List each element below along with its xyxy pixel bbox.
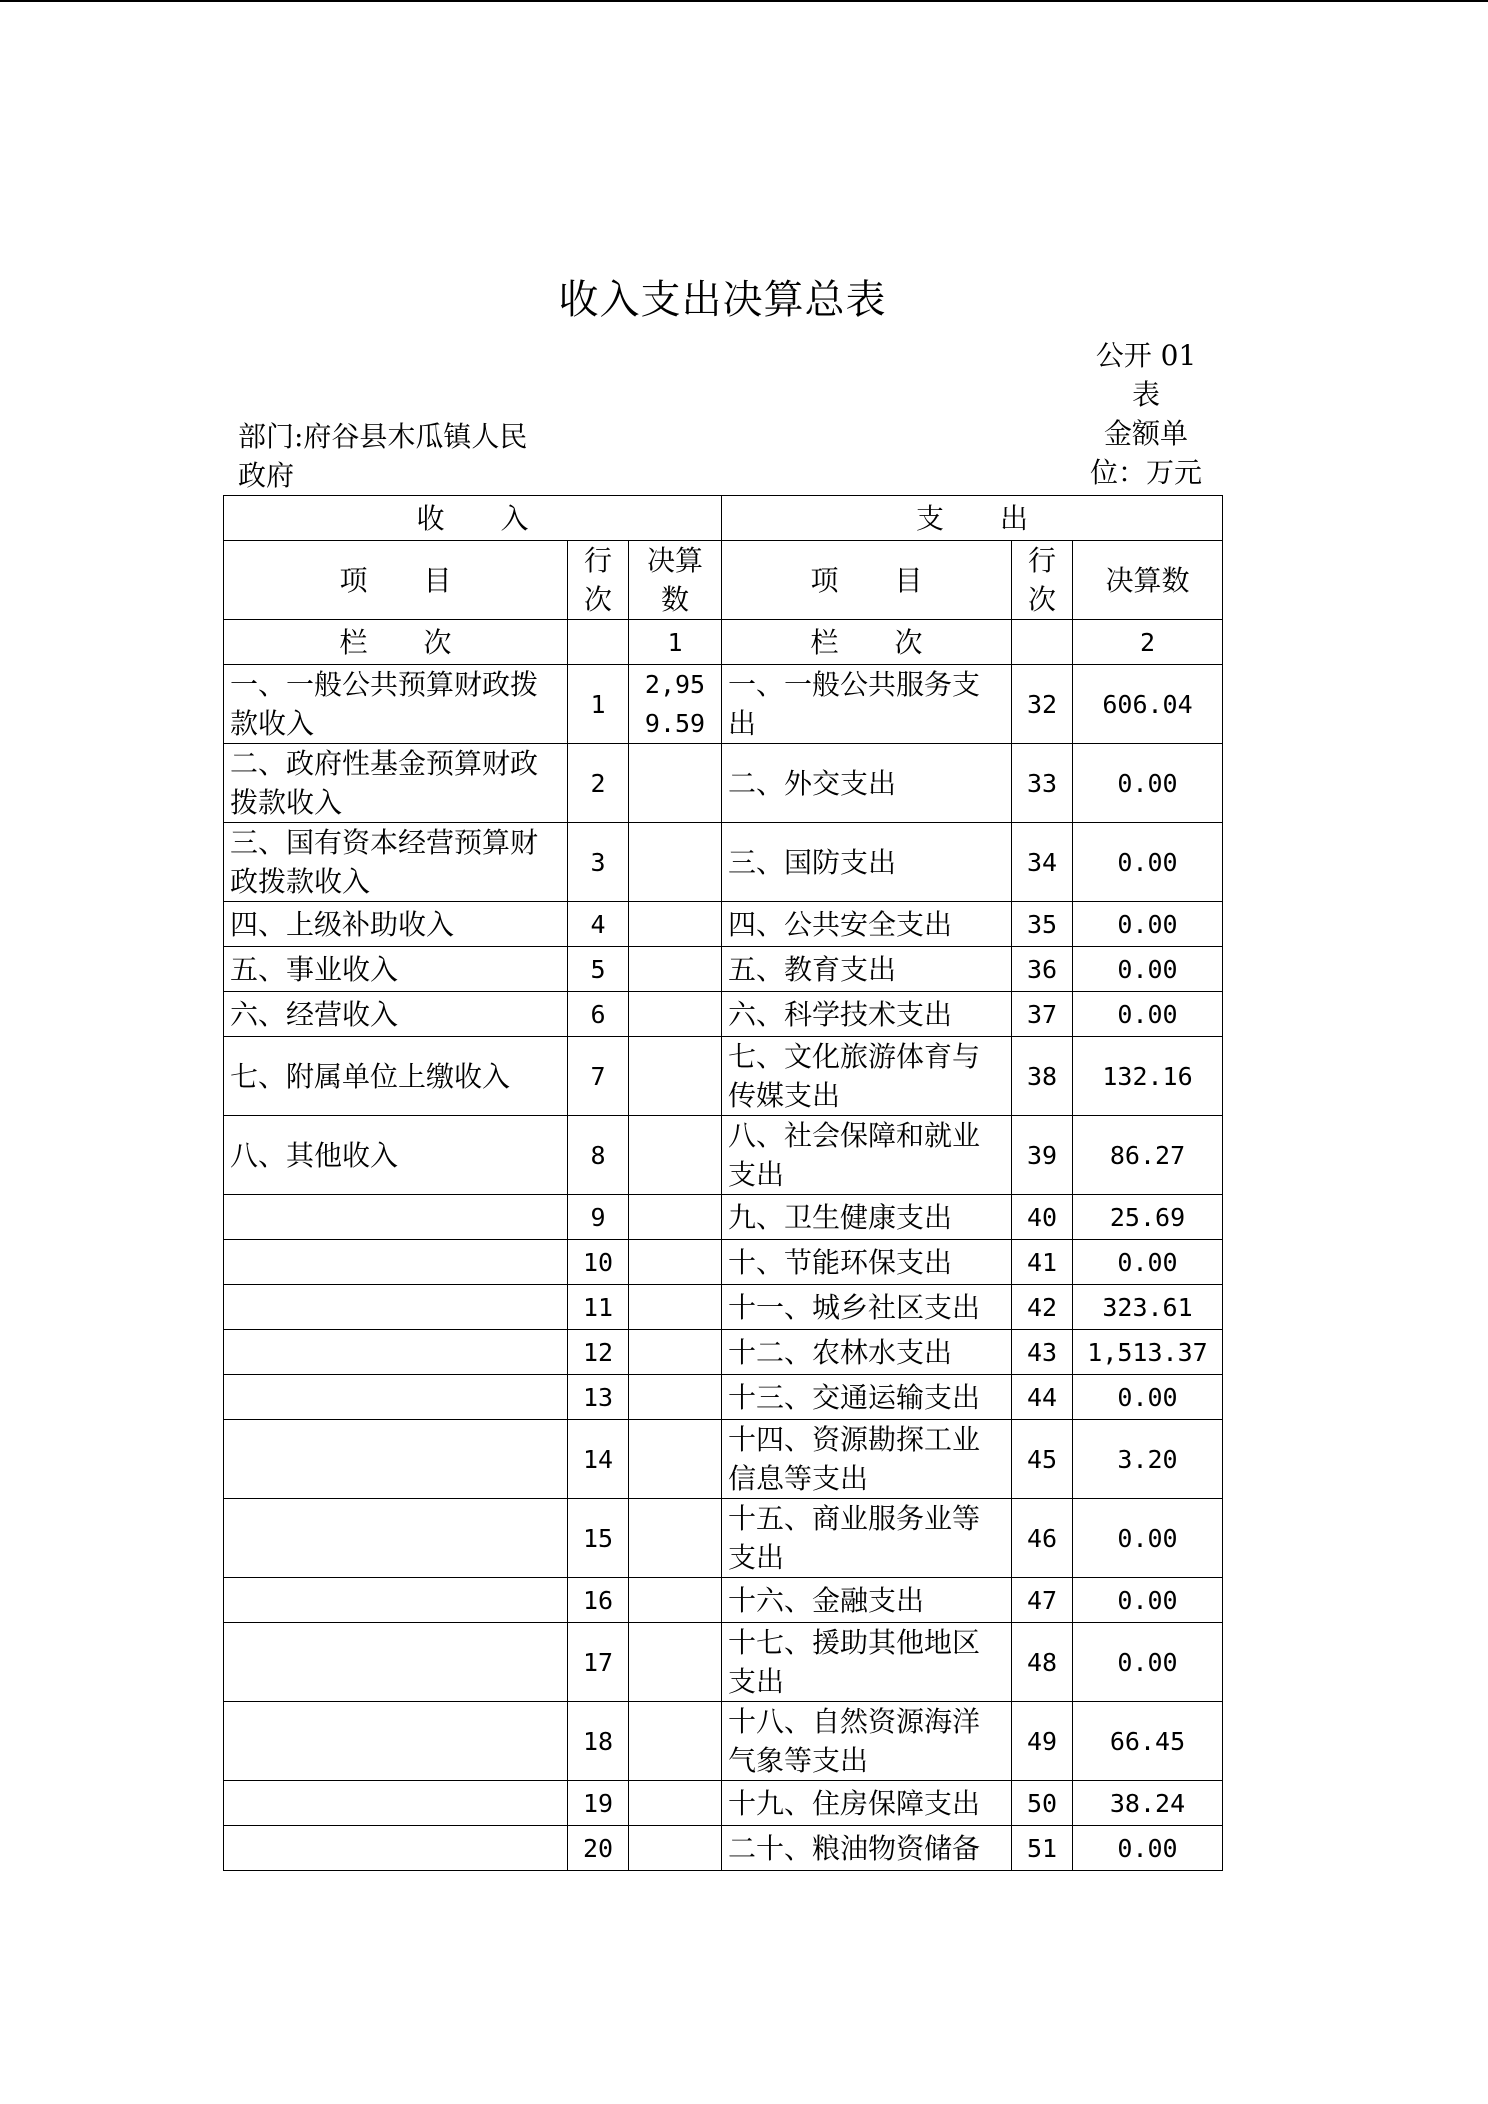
- expense-header: 支 出: [722, 496, 1223, 541]
- expense-amount: 38.24: [1073, 1781, 1223, 1826]
- expense-amount: 132.16: [1073, 1037, 1223, 1116]
- expense-row-no: 42: [1012, 1285, 1073, 1330]
- expense-amount: 86.27: [1073, 1116, 1223, 1195]
- table-row: [224, 823, 1223, 902]
- expense-row-no: 35: [1012, 902, 1073, 947]
- expense-row-no: 48: [1012, 1623, 1073, 1702]
- expense-item: 十一、城乡社区支出: [722, 1285, 1012, 1330]
- column-index-row: [224, 620, 1223, 665]
- income-amount: [629, 947, 722, 992]
- table-row: [224, 902, 1223, 947]
- form-number-line2: 表: [1131, 378, 1160, 411]
- table-row: [224, 1330, 1223, 1375]
- expense-row-no: 39: [1012, 1116, 1073, 1195]
- expense-row-no: 50: [1012, 1781, 1073, 1826]
- income-amount: [629, 1116, 722, 1195]
- unit-label-line1: 金额单: [1103, 417, 1188, 450]
- income-row-no: 15: [568, 1499, 629, 1578]
- income-index-number: 1: [629, 620, 722, 665]
- expense-row-no: 41: [1012, 1240, 1073, 1285]
- expense-row-no: 44: [1012, 1375, 1073, 1420]
- income-amount: [629, 1420, 722, 1499]
- income-item: [224, 1240, 568, 1285]
- expense-amount: 606.04: [1073, 665, 1223, 744]
- row-no-header-line2: 次: [583, 583, 612, 616]
- table-row: [224, 1702, 1223, 1781]
- expense-amount: 0.00: [1073, 744, 1223, 823]
- income-row-no: 19: [568, 1781, 629, 1826]
- table-row: [224, 1781, 1223, 1826]
- table-row: [224, 1578, 1223, 1623]
- expense-row-no: 45: [1012, 1420, 1073, 1499]
- income-amount: [629, 1623, 722, 1702]
- income-row-no: 10: [568, 1240, 629, 1285]
- expense-item: 六、科学技术支出: [722, 992, 1012, 1037]
- income-row-no: 2: [568, 744, 629, 823]
- expense-row-no: 40: [1012, 1195, 1073, 1240]
- income-amount-line2: 9.59: [644, 709, 706, 738]
- expense-amount: 3.20: [1073, 1420, 1223, 1499]
- income-amount: [629, 1285, 722, 1330]
- row-no-header-line1: 行: [1027, 544, 1056, 577]
- expense-amount: 0.00: [1073, 947, 1223, 992]
- expense-amount: 0.00: [1073, 1375, 1223, 1420]
- income-row-no: 1: [568, 665, 629, 744]
- expense-item: 八、社会保障和就业支出: [722, 1116, 1012, 1195]
- income-amount: [629, 1330, 722, 1375]
- income-item: [224, 1375, 568, 1420]
- expense-item: 五、教育支出: [722, 947, 1012, 992]
- expense-amount: 0.00: [1073, 992, 1223, 1037]
- income-amount: [629, 902, 722, 947]
- page-top-border: [0, 0, 1488, 2]
- income-row-no: 18: [568, 1702, 629, 1781]
- expense-row-no: 46: [1012, 1499, 1073, 1578]
- income-amount-header: [629, 541, 722, 620]
- income-amount: [629, 1037, 722, 1116]
- income-row-no: 6: [568, 992, 629, 1037]
- income-row-no: 17: [568, 1623, 629, 1702]
- expense-item: 十八、自然资源海洋气象等支出: [722, 1702, 1012, 1781]
- income-amount: [629, 823, 722, 902]
- table-row: [224, 1826, 1223, 1871]
- income-index-blank: [568, 620, 629, 665]
- department-label: [238, 417, 568, 495]
- income-item: [224, 1826, 568, 1871]
- expense-item: 十二、农林水支出: [722, 1330, 1012, 1375]
- expense-amount: 0.00: [1073, 1240, 1223, 1285]
- income-row-no: 16: [568, 1578, 629, 1623]
- table-row: [224, 665, 1223, 744]
- expense-amount: 323.61: [1073, 1285, 1223, 1330]
- table-row: [224, 947, 1223, 992]
- income-item: [224, 1420, 568, 1499]
- income-row-no: 9: [568, 1195, 629, 1240]
- expense-amount: 66.45: [1073, 1702, 1223, 1781]
- expense-amount: 0.00: [1073, 1623, 1223, 1702]
- expense-amount: 0.00: [1073, 823, 1223, 902]
- income-item-header: 项 目: [224, 541, 568, 620]
- income-item: 二、政府性基金预算财政拨款收入: [224, 744, 568, 823]
- income-row-no: 20: [568, 1826, 629, 1871]
- income-row-no: 14: [568, 1420, 629, 1499]
- expense-row-no: 49: [1012, 1702, 1073, 1781]
- income-item: [224, 1195, 568, 1240]
- expense-item: 九、卫生健康支出: [722, 1195, 1012, 1240]
- table-row: [224, 1420, 1223, 1499]
- income-row-no: 7: [568, 1037, 629, 1116]
- expense-row-no: 47: [1012, 1578, 1073, 1623]
- income-amount: [629, 744, 722, 823]
- amount-header-line1: 决算: [646, 544, 703, 577]
- expense-index-number: 2: [1073, 620, 1223, 665]
- income-amount: [629, 992, 722, 1037]
- income-item: 五、事业收入: [224, 947, 568, 992]
- expense-item: 十三、交通运输支出: [722, 1375, 1012, 1420]
- table-row: [224, 992, 1223, 1037]
- table-row: [224, 1375, 1223, 1420]
- department-line2: 政府: [238, 459, 295, 492]
- expense-row-no-header: [1012, 541, 1073, 620]
- income-item: [224, 1578, 568, 1623]
- income-row-no-header: [568, 541, 629, 620]
- expense-index-blank: [1012, 620, 1073, 665]
- income-item: 八、其他收入: [224, 1116, 568, 1195]
- expense-item: 十四、资源勘探工业信息等支出: [722, 1420, 1012, 1499]
- income-row-no: 4: [568, 902, 629, 947]
- table-row: [224, 1499, 1223, 1578]
- income-row-no: 11: [568, 1285, 629, 1330]
- expense-item-header: 项 目: [722, 541, 1012, 620]
- table-row: [224, 1240, 1223, 1285]
- row-no-header-line2: 次: [1027, 583, 1056, 616]
- amount-header-line2: 数: [660, 583, 689, 616]
- income-amount: [629, 1578, 722, 1623]
- expense-amount: 1,513.37: [1073, 1330, 1223, 1375]
- expense-amount: 0.00: [1073, 1826, 1223, 1871]
- income-item: [224, 1499, 568, 1578]
- income-amount: [629, 665, 722, 744]
- expense-row-no: 32: [1012, 665, 1073, 744]
- income-item: [224, 1330, 568, 1375]
- expense-item: 二、外交支出: [722, 744, 1012, 823]
- income-item: [224, 1285, 568, 1330]
- expense-row-no: 36: [1012, 947, 1073, 992]
- income-header: 收 入: [224, 496, 722, 541]
- form-meta: [1080, 336, 1212, 492]
- income-amount: [629, 1826, 722, 1871]
- expense-item: 十六、金融支出: [722, 1578, 1012, 1623]
- expense-index-label: 栏 次: [722, 620, 1012, 665]
- expense-row-no: 34: [1012, 823, 1073, 902]
- income-index-label: 栏 次: [224, 620, 568, 665]
- expense-item: 十七、援助其他地区支出: [722, 1623, 1012, 1702]
- income-item: [224, 1623, 568, 1702]
- expense-row-no: 38: [1012, 1037, 1073, 1116]
- table-row: [224, 744, 1223, 823]
- income-item: 七、附属单位上缴收入: [224, 1037, 568, 1116]
- income-expense-table: [223, 495, 1223, 1871]
- expense-amount: 0.00: [1073, 1499, 1223, 1578]
- income-amount: [629, 1702, 722, 1781]
- expense-item: 二十、粮油物资储备: [722, 1826, 1012, 1871]
- income-amount: [629, 1781, 722, 1826]
- expense-item: 一、一般公共服务支出: [722, 665, 1012, 744]
- income-row-no: 5: [568, 947, 629, 992]
- income-amount: [629, 1240, 722, 1285]
- table-row: [224, 1037, 1223, 1116]
- income-item: [224, 1702, 568, 1781]
- expense-amount: 0.00: [1073, 902, 1223, 947]
- income-amount: [629, 1499, 722, 1578]
- income-amount: [629, 1195, 722, 1240]
- income-item: 四、上级补助收入: [224, 902, 568, 947]
- expense-row-no: 37: [1012, 992, 1073, 1037]
- table-row: [224, 1285, 1223, 1330]
- unit-label-line2: 位：万元: [1089, 456, 1202, 489]
- expense-row-no: 51: [1012, 1826, 1073, 1871]
- expense-row-no: 43: [1012, 1330, 1073, 1375]
- expense-item: 七、文化旅游体育与传媒支出: [722, 1037, 1012, 1116]
- income-item: 一、一般公共预算财政拨款收入: [224, 665, 568, 744]
- income-amount-line1: 2,95: [644, 670, 706, 699]
- income-amount: [629, 1375, 722, 1420]
- form-number-line1: 公开 01: [1095, 339, 1197, 372]
- expense-amount: 0.00: [1073, 1578, 1223, 1623]
- table-row: [224, 1195, 1223, 1240]
- expense-amount: 25.69: [1073, 1195, 1223, 1240]
- income-row-no: 8: [568, 1116, 629, 1195]
- expense-item: 四、公共安全支出: [722, 902, 1012, 947]
- department-line1: 部门:府谷县木瓜镇人民: [238, 420, 528, 453]
- income-row-no: 13: [568, 1375, 629, 1420]
- expense-item: 三、国防支出: [722, 823, 1012, 902]
- column-header-row: [224, 541, 1223, 620]
- table-row: [224, 1623, 1223, 1702]
- expense-amount-header: 决算数: [1073, 541, 1223, 620]
- section-header-row: [224, 496, 1223, 541]
- page-title: 收入支出决算总表: [558, 277, 887, 323]
- income-row-no: 3: [568, 823, 629, 902]
- income-item: 三、国有资本经营预算财政拨款收入: [224, 823, 568, 902]
- row-no-header-line1: 行: [583, 544, 612, 577]
- expense-item: 十、节能环保支出: [722, 1240, 1012, 1285]
- expense-item: 十五、商业服务业等支出: [722, 1499, 1012, 1578]
- income-item: 六、经营收入: [224, 992, 568, 1037]
- expense-item: 十九、住房保障支出: [722, 1781, 1012, 1826]
- income-row-no: 12: [568, 1330, 629, 1375]
- expense-row-no: 33: [1012, 744, 1073, 823]
- income-item: [224, 1781, 568, 1826]
- table-row: [224, 1116, 1223, 1195]
